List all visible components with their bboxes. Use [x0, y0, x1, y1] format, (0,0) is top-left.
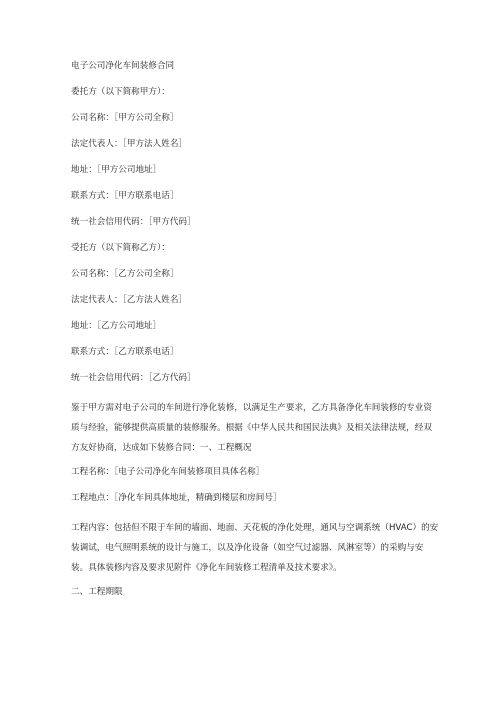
- party-b-company-name: 公司名称：［乙方公司全称］: [71, 269, 179, 279]
- party-b-credit-code: 统一社会信用代码：［乙方代码］: [71, 373, 196, 383]
- content-line: 装调试，电气照明系统的设计与施工，以及净化设备（如空气过滤器、风淋室等）的采购与安: [71, 543, 424, 553]
- contract-document: [71, 60, 439, 612]
- party-b-legal-representative: 法定代表人：［乙方法人姓名］: [71, 295, 188, 305]
- content-line: 工程内容：包括但不限于车间的墙面、地面、天花板的净化处理，通风与空调系统（HVAC）的安: [71, 523, 439, 533]
- project-location: 工程地点：［净化车间具体地址，精确到楼层和房间号］: [71, 493, 282, 503]
- intro-line: 鉴于甲方需对电子公司的车间进行净化装修，以满足生产要求，乙方具备净化车间装修的专业资: [71, 403, 432, 413]
- party-a-address: 地址：［甲方公司地址］: [71, 165, 162, 175]
- party-a-contact: 联系方式：［甲方联系电话］: [71, 191, 179, 201]
- party-a-heading: 委托方（以下简称甲方）：: [71, 87, 170, 97]
- intro-paragraph: [71, 398, 433, 458]
- intro-line: 质与经验，能够提供高质量的装修服务。根据《中华人民共和国民法典》及相关法律法规，经双: [71, 423, 432, 433]
- party-a-legal-representative: 法定代表人：［甲方法人姓名］: [71, 139, 188, 149]
- party-b-heading: 受托方（以下简称乙方）：: [71, 243, 170, 253]
- section-two-heading: 二、工程期限: [71, 587, 123, 597]
- party-b-contact: 联系方式：［乙方联系电话］: [71, 347, 179, 357]
- content-line: 装。具体装修内容及要求见附件《净化车间装修工程清单及技术要求》。: [71, 563, 342, 573]
- project-name: 工程名称：［电子公司净化车间装修项目具体名称］: [71, 467, 265, 477]
- intro-line: 方友好协商，达成如下装修合同：一、工程概况: [71, 443, 252, 453]
- project-content-paragraph: [71, 518, 439, 578]
- party-a-credit-code: 统一社会信用代码：［甲方代码］: [71, 217, 196, 227]
- party-b-address: 地址：［乙方公司地址］: [71, 321, 162, 331]
- party-a-company-name: 公司名称：［甲方公司全称］: [71, 113, 179, 123]
- document-title: 电子公司净化车间装修合同: [71, 61, 175, 71]
